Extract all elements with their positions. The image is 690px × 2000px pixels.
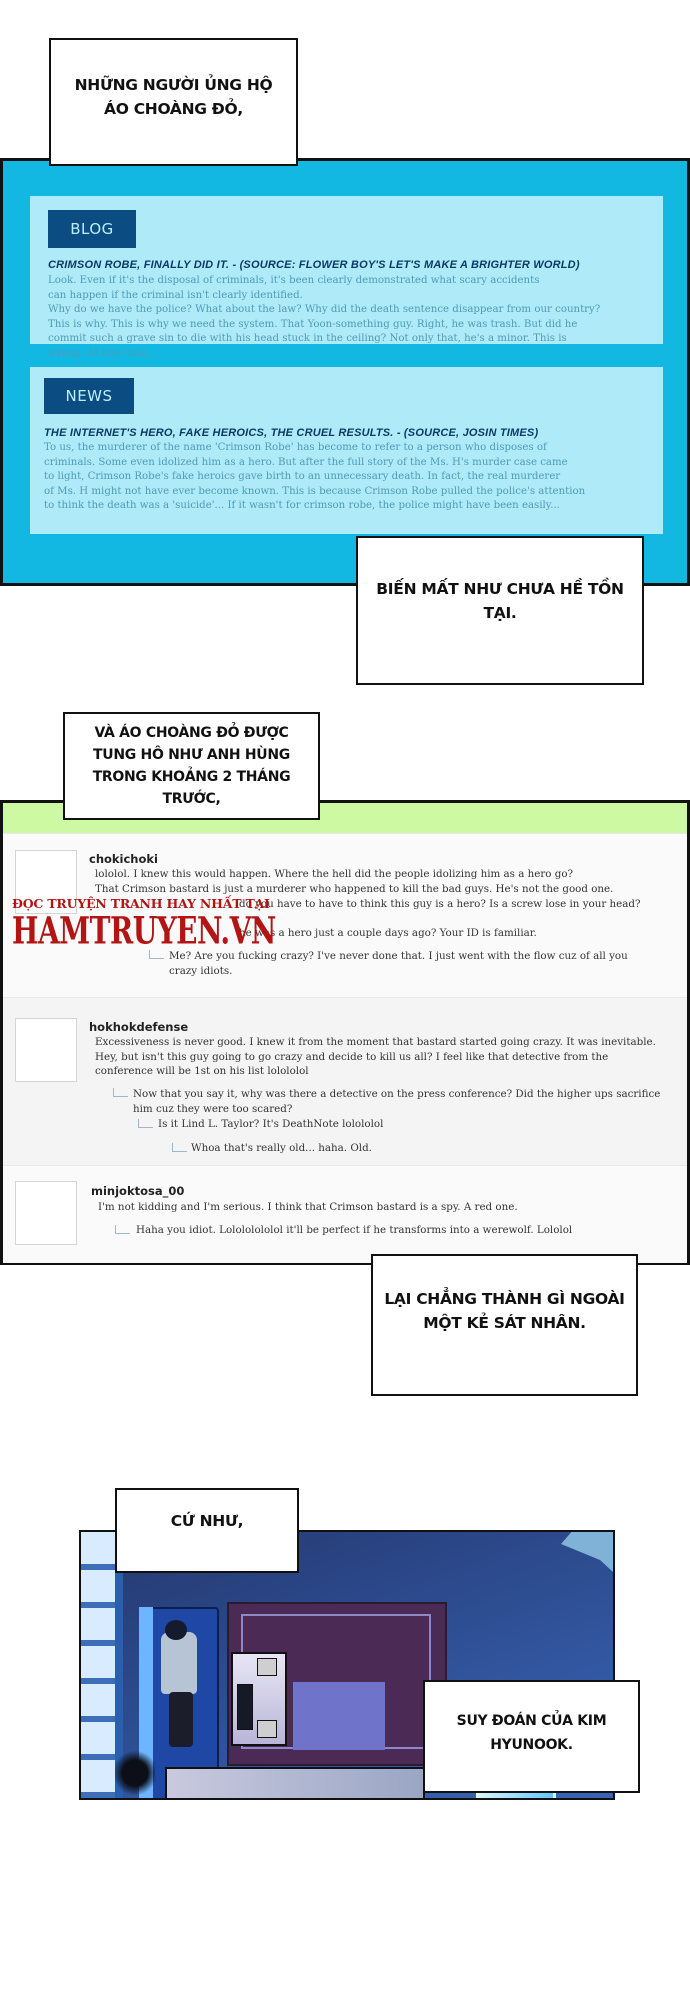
reply-text: Is it Lind L. Taylor? It's DeathNote lolololol <box>158 1118 384 1130</box>
comment-item <box>3 997 687 1166</box>
comment-username[interactable]: chokichoki <box>89 852 158 866</box>
caption-box-3 <box>63 712 320 820</box>
figure-head <box>165 1620 187 1640</box>
caption-line: TRƯỚC, <box>162 791 221 807</box>
reply-text: Now that you say it, why was there a detective on the press conference? Did the higher ups sacrifice him cuz they were too scared? <box>133 1088 661 1115</box>
caption-line: LẠI CHẲNG THÀNH GÌ NGOÀI <box>384 1290 625 1308</box>
comment-item <box>3 1165 687 1263</box>
caption-box-1 <box>49 38 298 166</box>
caption-line: CỨ NHƯ, <box>170 1511 244 1530</box>
caption-box-5 <box>115 1488 299 1573</box>
blog-headline: CRIMSON ROBE, FINALLY DID IT. - (SOURCE: FLOWER BOY'S LET'S MAKE A BRIGHTER WORLD) <box>48 259 580 271</box>
comment-text: Excessiveness is never good. I knew it from the moment that bastard started going crazy. It was inevitable. Hey, but isn't this guy going to go crazy and decide to kill us all? I feel like that detective from the conference will be 1st on his list lolololol <box>95 1036 656 1078</box>
caption-box-4 <box>371 1254 638 1396</box>
caption-box-2 <box>356 536 644 685</box>
blog-card <box>30 196 663 359</box>
plant <box>115 1748 155 1798</box>
blog-tag: BLOG <box>48 210 136 248</box>
reply-text: do you have to have to think this guy is a hero? Is a screw lose in your head? <box>239 898 641 910</box>
comment-text: I'm not kidding and I'm serious. I think that Crimson bastard is a spy. A red one. <box>98 1201 518 1213</box>
sleeping-figure <box>161 1632 197 1694</box>
news-body: To us, the murderer of the name 'Crimson Robe' has become to refer to a person who disposes of criminals. Some even idolized him as a hero. But after the full story of the Ms. H's murder case came to light, Crimson Robe's fake heroics gave birth to an unnecessary death. In fact, the real murderer of Ms. H might not have ever become known. This is because Crimson Robe pulled the police's attention to think the death was a 'suicide'... If it wasn't for crimson robe, the police might have been easily... <box>44 442 586 512</box>
caption-line: TRONG KHOẢNG 2 THÁNG <box>92 769 291 785</box>
watermark <box>12 896 276 953</box>
table-item <box>257 1720 277 1738</box>
caption-line: TẠI. <box>483 603 517 622</box>
reply-connector-icon <box>172 1143 187 1152</box>
reply-text: Whoa that's really old... haha. Old. <box>191 1142 372 1154</box>
caption-line: NHỮNG NGƯỜI ỦNG HỘ <box>74 76 273 94</box>
caption-line: SUY ĐOÁN CỦA KIM <box>456 1712 607 1729</box>
avatar <box>15 1018 77 1082</box>
blog-news-panel <box>0 158 690 586</box>
tv-cabinet <box>165 1767 425 1800</box>
reply-text: Me? Are you fucking crazy? I've never done that. I just went with the flow cuz of all you crazy idiots. <box>169 950 628 977</box>
reply-connector-icon <box>113 1088 128 1097</box>
news-headline: THE INTERNET'S HERO, FAKE HEROICS, THE CRUEL RESULTS. - (SOURCE, JOSIN TIMES) <box>44 427 539 439</box>
caption-line: BIẾN MẤT NHƯ CHƯA HỀ TỒN <box>376 579 624 598</box>
caption-line: TUNG HÔ NHƯ ANH HÙNG <box>93 747 290 763</box>
news-tag: NEWS <box>44 378 134 414</box>
comment-username[interactable]: hokhokdefense <box>89 1020 189 1034</box>
comment-username[interactable]: minjoktosa_00 <box>91 1184 185 1198</box>
reply-connector-icon <box>138 1119 153 1128</box>
window <box>81 1532 115 1800</box>
watermark-line1: ĐỌC TRUYỆN TRANH HAY NHẤT TẠI <box>12 896 270 911</box>
reply-text: he was a hero just a couple days ago? Your ID is familiar. <box>239 927 537 939</box>
floor-mat <box>293 1682 385 1750</box>
figure-legs <box>169 1692 193 1747</box>
caption-line: MỘT KẺ SÁT NHÂN. <box>423 1314 586 1332</box>
caption-line: VÀ ÁO CHOÀNG ĐỎ ĐƯỢC <box>94 725 289 741</box>
watermark-line2: HAMTRUYEN.VN <box>12 908 276 953</box>
reply-connector-icon <box>115 1225 130 1234</box>
reply-text: Haha you idiot. Lolololololol it'll be perfect if he transforms into a werewolf. Lololol <box>136 1224 573 1236</box>
table-item <box>237 1684 253 1730</box>
comments-panel <box>0 800 690 1265</box>
caption-box-6 <box>423 1680 640 1793</box>
avatar <box>15 1181 77 1245</box>
caption-line: HYUNOOK. <box>490 1736 573 1753</box>
comment-text: lololol. I knew this would happen. Where the hell did the people idolizing him as a hero go? That Crimson bastard is just a murderer who happened to kill the bad guys. He's not the good one. <box>95 868 614 895</box>
blog-body: Look. Even if it's the disposal of criminals, it's been clearly demonstrated what scary accidents can happen if the criminal isn't clearly identified. Why do we have the police? What about the law? Why did the death sentence disappear from our country? This is why. This is why we need the system. That Yoon-something guy. Right, he was trash. But did he commit such a grave sin to die with his head stuck in the ceiling? Not only that, he's a minor. This is wrong. At one time... <box>48 275 601 359</box>
news-card <box>30 367 663 534</box>
table-item <box>257 1658 277 1676</box>
caption-line: ÁO CHOÀNG ĐỎ, <box>104 100 243 118</box>
